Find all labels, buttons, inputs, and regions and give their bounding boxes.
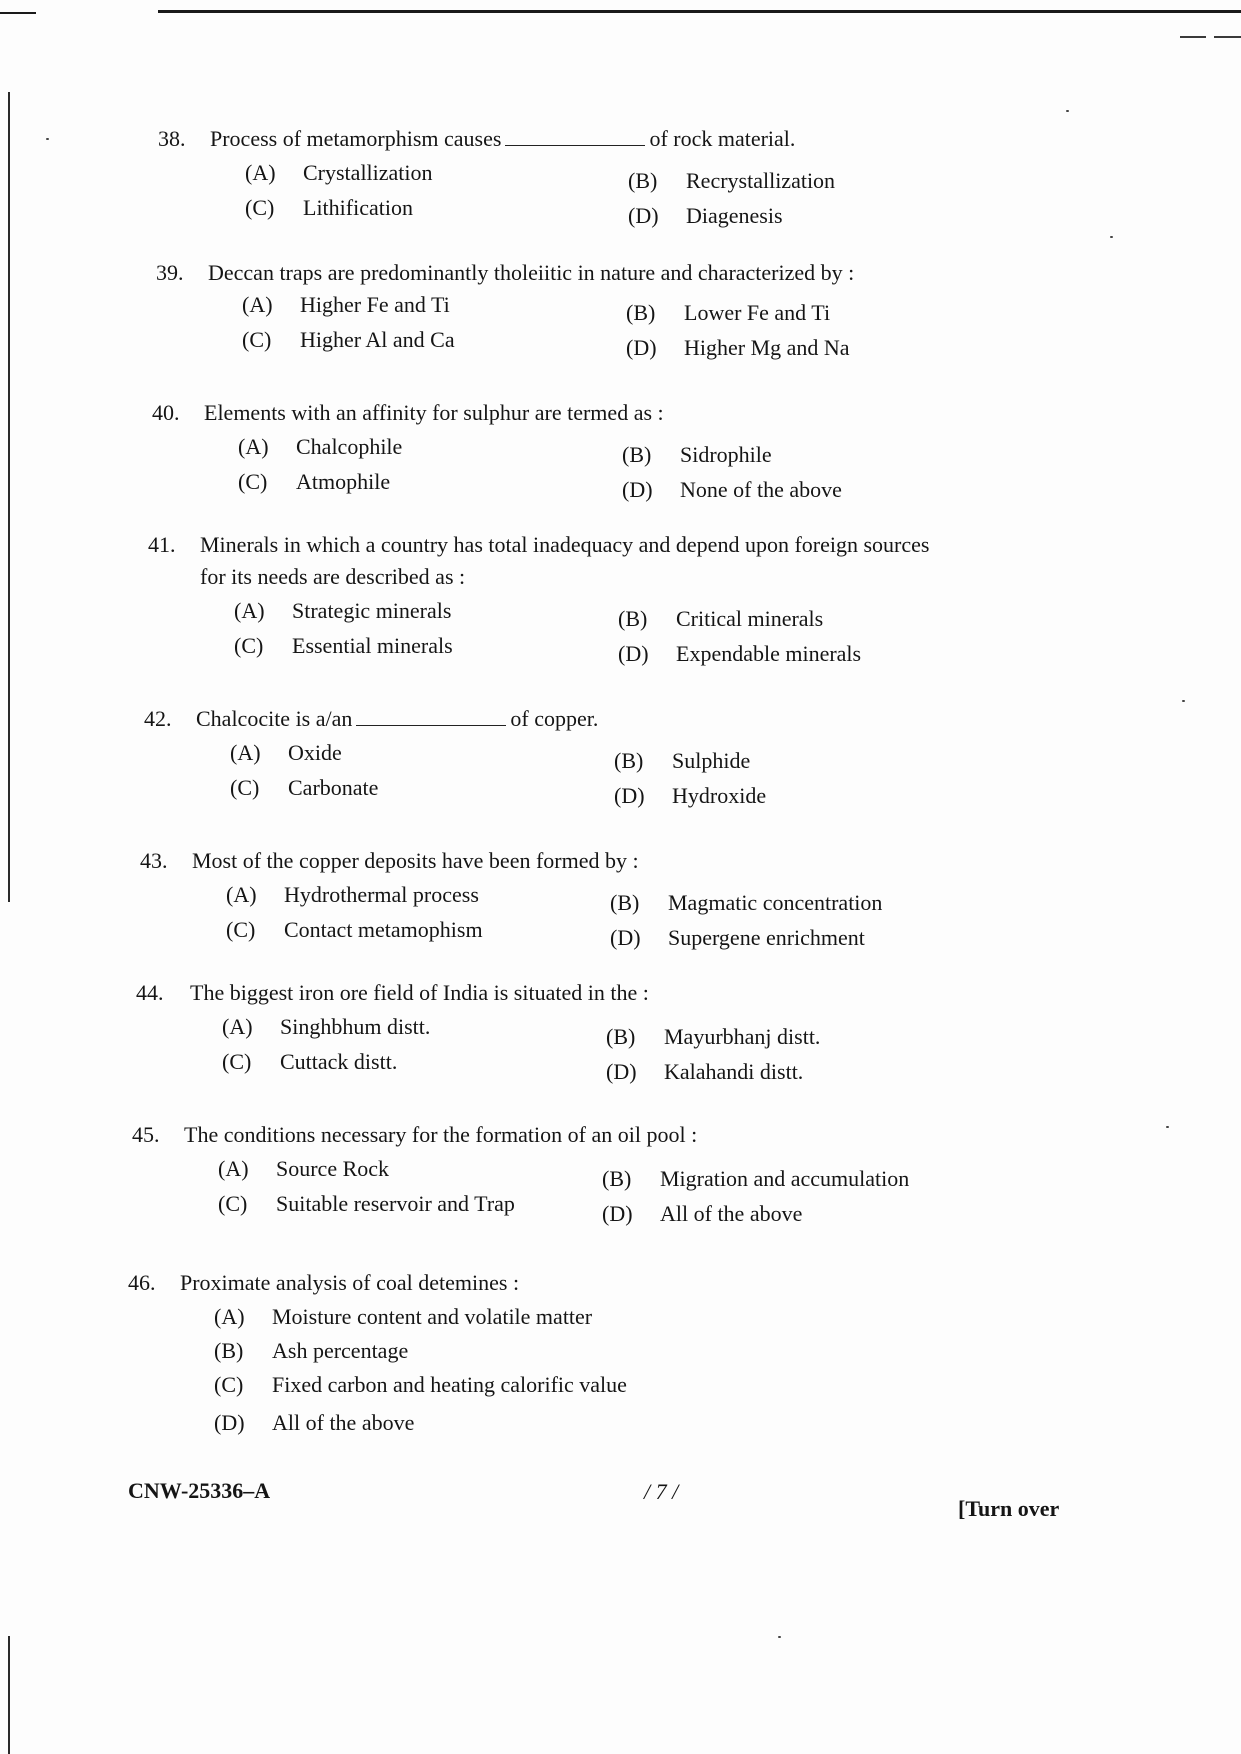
option-44-c[interactable]: (C) Cuttack distt.	[222, 1049, 398, 1074]
option-41-a[interactable]: (A) Strategic minerals	[234, 598, 452, 623]
question-text: The biggest iron ore field of India is situated in the :	[190, 980, 649, 1005]
question-text: Process of metamorphism causes of rock material.	[210, 126, 796, 151]
scan-dash	[1214, 36, 1241, 38]
option-43-c[interactable]: (C) Contact metamophism	[226, 917, 483, 942]
option-41-c[interactable]: (C) Essential minerals	[234, 633, 453, 658]
scan-speck	[46, 138, 49, 140]
question-number: 39.	[156, 260, 184, 285]
option-42-c[interactable]: (C) Carbonate	[230, 775, 379, 800]
scan-edge	[8, 92, 10, 902]
option-43-b[interactable]: (B) Magmatic concentration	[610, 890, 883, 915]
option-44-b[interactable]: (B) Mayurbhanj distt.	[606, 1024, 821, 1049]
option-45-c[interactable]: (C) Suitable reservoir and Trap	[218, 1191, 515, 1216]
question-text: Elements with an affinity for sulphur are termed as :	[204, 400, 664, 425]
answer-blank	[505, 125, 645, 146]
scan-rule-left	[0, 12, 36, 14]
option-43-d[interactable]: (D) Supergene enrichment	[610, 925, 865, 950]
option-40-d[interactable]: (D) None of the above	[622, 477, 842, 502]
option-40-c[interactable]: (C) Atmophile	[238, 469, 391, 494]
option-45-d[interactable]: (D) All of the above	[602, 1201, 803, 1226]
option-44-d[interactable]: (D) Kalahandi distt.	[606, 1059, 804, 1084]
question-number: 42.	[144, 706, 172, 731]
scan-speck	[1166, 1126, 1169, 1128]
scan-speck	[1182, 700, 1185, 702]
scan-speck	[778, 1636, 781, 1638]
option-46-a[interactable]: (A) Moisture content and volatile matter	[214, 1304, 593, 1329]
option-39-c[interactable]: (C) Higher Al and Ca	[242, 327, 455, 352]
option-42-b[interactable]: (B) Sulphide	[614, 748, 751, 773]
paper-code: CNW-25336–A	[128, 1478, 271, 1503]
question-text: Deccan traps are predominantly tholeiitic in nature and characterized by :	[208, 260, 855, 285]
option-46-c[interactable]: (C) Fixed carbon and heating calorific value	[214, 1372, 627, 1397]
option-41-b[interactable]: (B) Critical minerals	[618, 606, 824, 631]
option-45-b[interactable]: (B) Migration and accumulation	[602, 1166, 910, 1191]
scan-rule-top	[158, 10, 1241, 13]
scan-speck	[1110, 236, 1113, 238]
question-text-line-2: for its needs are described as :	[200, 564, 466, 589]
option-38-a[interactable]: (A) Crystallization	[245, 160, 433, 185]
question-number: 46.	[128, 1270, 156, 1295]
option-44-a[interactable]: (A) Singhbhum distt.	[222, 1014, 431, 1039]
question-number: 45.	[132, 1122, 160, 1147]
scan-edge	[8, 1636, 10, 1754]
question-text: Most of the copper deposits have been formed by :	[192, 848, 639, 873]
option-46-b[interactable]: (B) Ash percentage	[214, 1338, 409, 1363]
option-39-b[interactable]: (B) Lower Fe and Ti	[626, 300, 831, 325]
question-text-line-1: Minerals in which a country has total inadequacy and depend upon foreign sources	[200, 532, 930, 557]
question-41	[148, 530, 1148, 594]
option-46-d[interactable]: (D) All of the above	[214, 1410, 415, 1435]
question-number: 38.	[158, 126, 186, 151]
option-40-a[interactable]: (A) Chalcophile	[238, 434, 403, 459]
option-39-a[interactable]: (A) Higher Fe and Ti	[242, 292, 450, 317]
turn-over-note: [Turn over	[958, 1496, 1060, 1521]
scan-dash	[1180, 36, 1206, 38]
question-number: 43.	[140, 848, 168, 873]
option-45-a[interactable]: (A) Source Rock	[218, 1156, 390, 1181]
page-number: / 7 /	[644, 1479, 679, 1504]
answer-blank	[356, 705, 506, 726]
question-text: Chalcocite is a/an of copper.	[196, 706, 599, 731]
question-text: Proximate analysis of coal detemines :	[180, 1270, 520, 1295]
question-number: 44.	[136, 980, 164, 1005]
option-38-d[interactable]: (D) Diagenesis	[628, 203, 783, 228]
scan-speck	[1066, 110, 1069, 112]
option-43-a[interactable]: (A) Hydrothermal process	[226, 882, 479, 907]
option-38-c[interactable]: (C) Lithification	[245, 195, 413, 220]
option-40-b[interactable]: (B) Sidrophile	[622, 442, 772, 467]
question-text: The conditions necessary for the formation of an oil pool :	[184, 1122, 698, 1147]
question-number: 40.	[152, 400, 180, 425]
option-39-d[interactable]: (D) Higher Mg and Na	[626, 335, 850, 360]
option-41-d[interactable]: (D) Expendable minerals	[618, 641, 862, 666]
option-42-a[interactable]: (A) Oxide	[230, 740, 342, 765]
option-38-b[interactable]: (B) Recrystallization	[628, 168, 836, 193]
question-number: 41.	[148, 532, 176, 557]
option-42-d[interactable]: (D) Hydroxide	[614, 783, 767, 808]
